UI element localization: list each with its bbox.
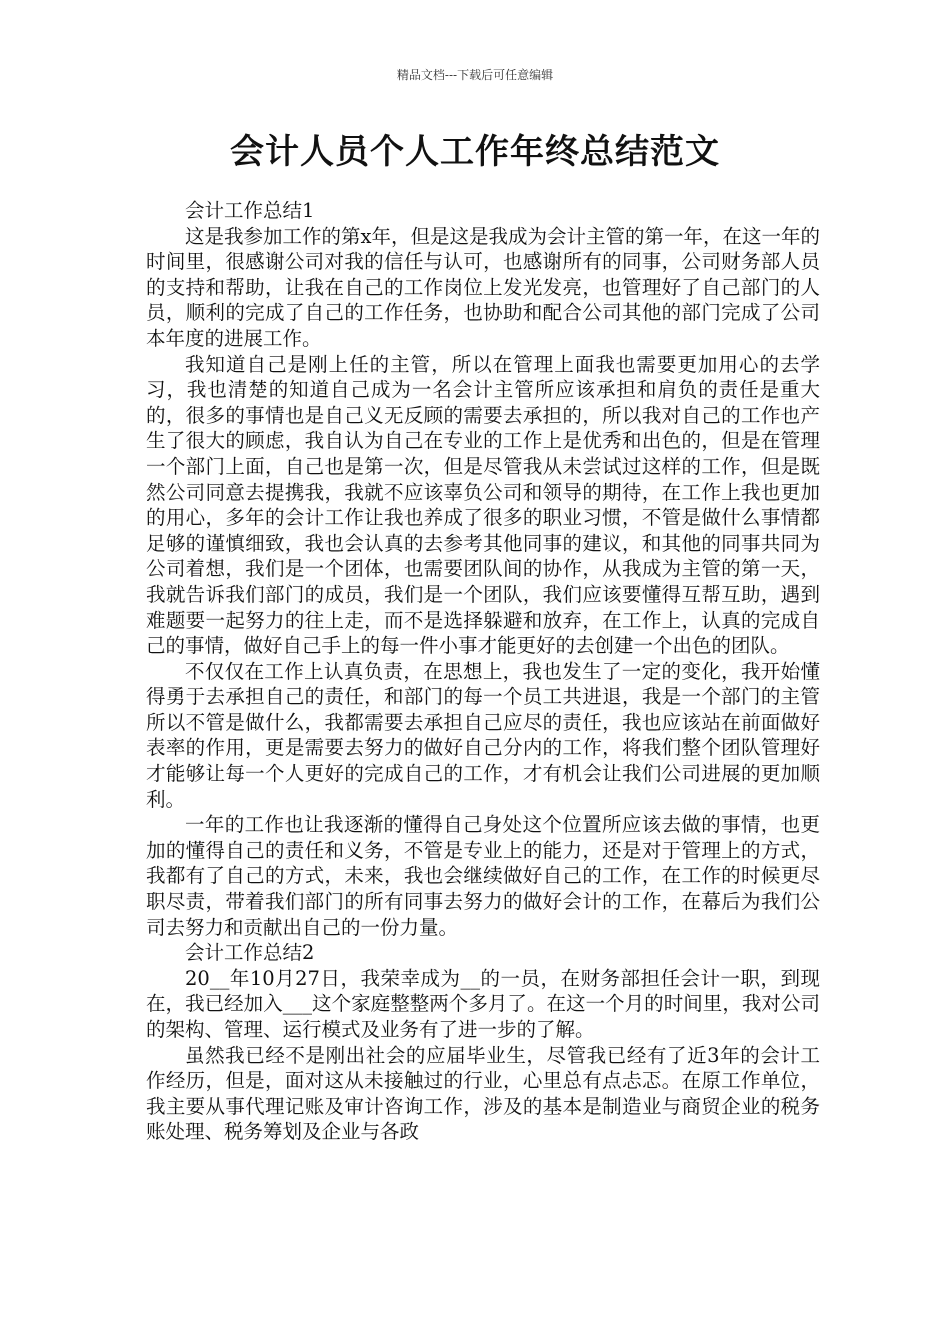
paragraph: 一年的工作也让我逐渐的懂得自己身处这个位置所应该去做的事情，也更加的懂得自己的责任和义务，不管是专业上的能力，还是对于管理上的方式，我都有了自己的方式，未来，我也会继续做好自己的工作，在工作的时候更尽职尽责，带着我们部门的所有同事去努力的做好会计的工作，在幕后为我们公司去努力和贡献出自己的一份力量。 xyxy=(146,813,820,939)
header-note: 精品文档---下载后可任意编辑 xyxy=(396,68,554,82)
paragraph: 不仅仅在工作上认真负责，在思想上，我也发生了一定的变化，我开始懂得勇于去承担自己的责任，和部门的每一个员工共进退，我是一个部门的主管所以不管是做什么，我都需要去承担自己应尽的责任，我也应该站在前面做好表率的作用，更是需要去努力的做好自己分内的工作，将我们整个团队管理好才能够让每一个人更好的完成自己的工作，才有机会让我们公司进展的更加顺利。 xyxy=(146,659,820,811)
section-heading-2: 会计工作总结2 xyxy=(185,941,315,965)
paragraph: 我知道自己是刚上任的主管，所以在管理上面我也需要更加用心的去学习，我也清楚的知道自己成为一名会计主管所应该承担和肩负的责任是重大的，很多的事情也是自己义无反顾的需要去承担的，所以我对自己的工作也产生了很大的顾虑，我自认为自己在专业的工作上是优秀和出色的，但是在管理一个部门上面，自己也是第一次，但是尽管我从未尝试过这样的工作，但是既然公司同意去提携我，我就不应该辜负公司和领导的期待，在工作上我也更加的用心，多年的会计工作让我也养成了很多的职业习惯，不管是做什么事情都足够的谨慎细致，我也会认真的去参考其他同事的建议，和其他的同事共同为公司着想，我们是一个团体，也需要团队间的协作，从我成为主管的第一天，我就告诉我们部门的成员，我们是一个团队，我们应该要懂得互帮互助，遇到难题要一起努力的往上走，而不是选择躲避和放弃，在工作上，认真的完成自己的事情，做好自己手上的每一件小事才能更好的去创建一个出色的团队。 xyxy=(146,352,820,658)
paragraph: 虽然我已经不是刚出社会的应届毕业生，尽管我已经有了近3年的会计工作经历，但是，面对这从未接触过的行业，心里总有点忐忑。在原工作单位，我主要从事代理记账及审计咨询工作，涉及的基本是制造业与商贸企业的税务账处理、税务筹划及企业与各政 xyxy=(146,1043,820,1144)
document-body xyxy=(146,198,820,1145)
document-title: 会计人员个人工作年终总结范文 xyxy=(230,132,720,172)
paragraph: 这是我参加工作的第x年，但是这是我成为会计主管的第一年，在这一年的时间里，很感谢公司对我的信任与认可，也感谢所有的同事，公司财务部人员的支持和帮助，让我在自己的工作岗位上发光发亮，也管理好了自己部门的人员，顺利的完成了自己的工作任务，也协助和配合公司其他的部门完成了公司本年度的进展工作。 xyxy=(146,224,820,350)
paragraph: 20__年10月27日，我荣幸成为__的一员，在财务部担任会计一职，到现在，我已经加入___这个家庭整整两个多月了。在这一个月的时间里，我对公司的架构、管理、运行模式及业务有了进一步的了解。 xyxy=(146,966,820,1041)
section-heading-1: 会计工作总结1 xyxy=(185,199,315,222)
